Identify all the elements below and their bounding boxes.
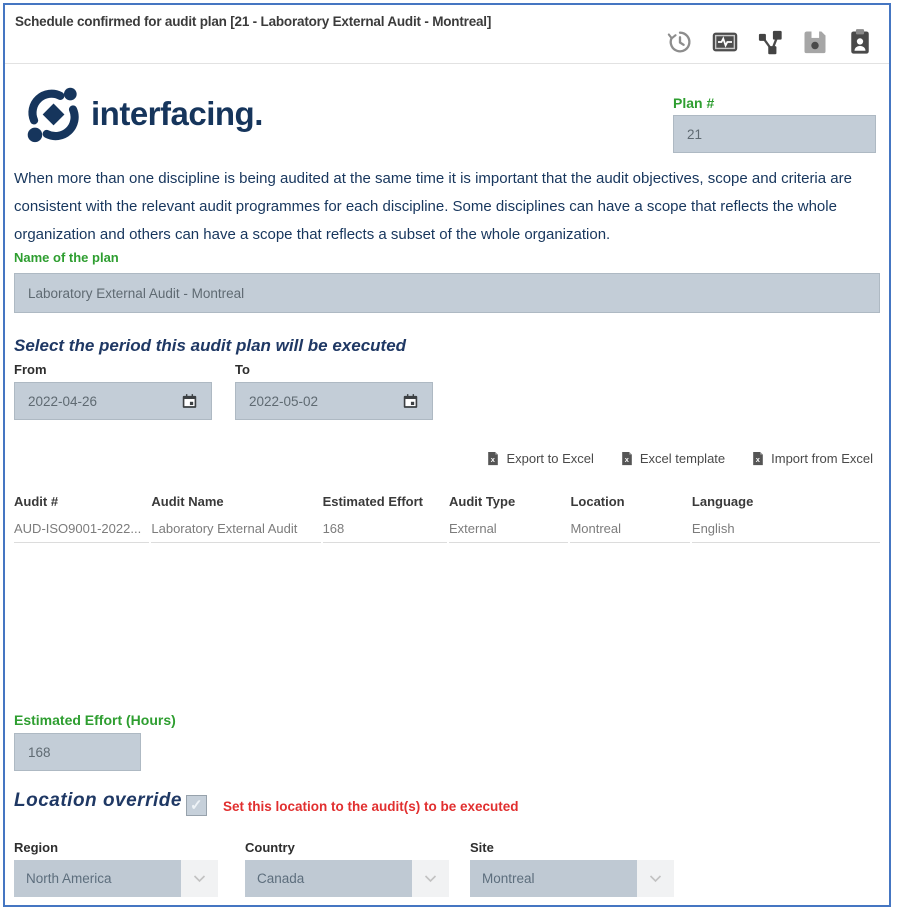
region-value: North America xyxy=(14,860,181,897)
to-date-value: 2022-05-02 xyxy=(249,393,319,409)
interfacing-logo xyxy=(25,83,263,145)
svg-text:x: x xyxy=(755,455,761,464)
activity-monitor-icon[interactable] xyxy=(710,27,740,57)
location-override-checkbox[interactable] xyxy=(186,795,207,816)
to-date-field[interactable] xyxy=(235,382,433,420)
interfacing-logo-icon xyxy=(25,83,83,145)
from-date-value: 2022-04-26 xyxy=(28,393,98,409)
table-header-row xyxy=(14,488,880,515)
plan-number-label: Plan # xyxy=(673,95,715,111)
location-override-warning: Set this location to the audit(s) to be executed xyxy=(223,799,519,814)
column-header-location: Location xyxy=(570,494,625,509)
estimated-effort-field[interactable] xyxy=(14,733,141,771)
cell-language: English xyxy=(692,515,880,543)
cell-audit-name: Laboratory External Audit xyxy=(151,515,320,543)
excel-template-label: Excel template xyxy=(639,451,726,466)
region-label: Region xyxy=(14,840,59,855)
chevron-down-icon xyxy=(637,860,674,897)
region-select[interactable] xyxy=(14,860,218,897)
estimated-effort-label: Estimated Effort (Hours) xyxy=(14,712,176,728)
table-row[interactable] xyxy=(14,515,880,543)
plan-name-field[interactable] xyxy=(14,273,880,313)
plan-number-value: 21 xyxy=(687,126,703,142)
plan-name-label: Name of the plan xyxy=(14,250,119,265)
site-label: Site xyxy=(470,840,494,855)
column-header-audit-type: Audit Type xyxy=(449,494,516,509)
audit-plan-window xyxy=(3,3,891,907)
toolbar xyxy=(665,27,875,57)
clipboard-person-icon[interactable] xyxy=(845,27,875,57)
audits-table xyxy=(14,488,880,543)
estimated-effort-value: 168 xyxy=(28,744,51,760)
location-override-heading: Location override xyxy=(14,790,182,811)
history-icon[interactable] xyxy=(665,27,695,57)
export-to-excel-label: Export to Excel xyxy=(506,451,594,466)
cell-audit-number: AUD-ISO9001-2022... xyxy=(14,515,149,543)
calendar-icon[interactable] xyxy=(402,393,419,410)
svg-text:x: x xyxy=(624,455,629,464)
export-to-excel-button[interactable] xyxy=(486,451,593,466)
excel-actions xyxy=(486,451,873,466)
excel-file-icon xyxy=(751,451,765,466)
import-from-excel-label: Import from Excel xyxy=(771,451,873,466)
cell-location: Montreal xyxy=(570,515,689,543)
country-value: Canada xyxy=(245,860,412,897)
excel-template-button[interactable] xyxy=(620,451,725,466)
from-label: From xyxy=(14,362,47,377)
page-title: Schedule confirmed for audit plan [21 - Laboratory External Audit - Montreal] xyxy=(15,14,492,29)
site-value: Montreal xyxy=(470,860,637,897)
country-label: Country xyxy=(245,840,295,855)
calendar-icon[interactable] xyxy=(181,393,198,410)
plan-name-value: Laboratory External Audit - Montreal xyxy=(28,285,245,301)
column-header-audit-name: Audit Name xyxy=(151,494,224,509)
period-heading: Select the period this audit plan will be executed xyxy=(14,336,407,355)
header-divider xyxy=(5,63,889,64)
column-header-language: Language xyxy=(691,494,754,509)
chevron-down-icon xyxy=(181,860,218,897)
description-text: When more than one discipline is being audited at the same time it is important that the audit objectives, scope and criteria are consistent with the relevant audit programmes for each discipline. Some disciplines can have a scope that reflects the whole organization and others can have a scope that reflects a subset of the whole organization. xyxy=(14,170,852,243)
from-date-field[interactable] xyxy=(14,382,212,420)
svg-text:x: x xyxy=(491,455,496,464)
excel-file-icon xyxy=(486,451,500,466)
site-select[interactable] xyxy=(470,860,674,897)
column-header-audit-number: Audit # xyxy=(14,494,59,509)
to-label: To xyxy=(235,362,250,377)
country-select[interactable] xyxy=(245,860,449,897)
cell-audit-type: External xyxy=(449,515,568,543)
import-from-excel-button[interactable] xyxy=(751,451,873,466)
plan-number-field[interactable] xyxy=(673,115,876,153)
hierarchy-icon[interactable] xyxy=(755,27,785,57)
cell-estimated-effort: 168 xyxy=(323,515,447,543)
logo-wordmark: interfacing. xyxy=(91,95,263,132)
excel-file-icon xyxy=(620,451,634,466)
chevron-down-icon xyxy=(412,860,449,897)
save-icon[interactable] xyxy=(800,27,830,57)
column-header-estimated-effort: Estimated Effort xyxy=(322,494,423,509)
